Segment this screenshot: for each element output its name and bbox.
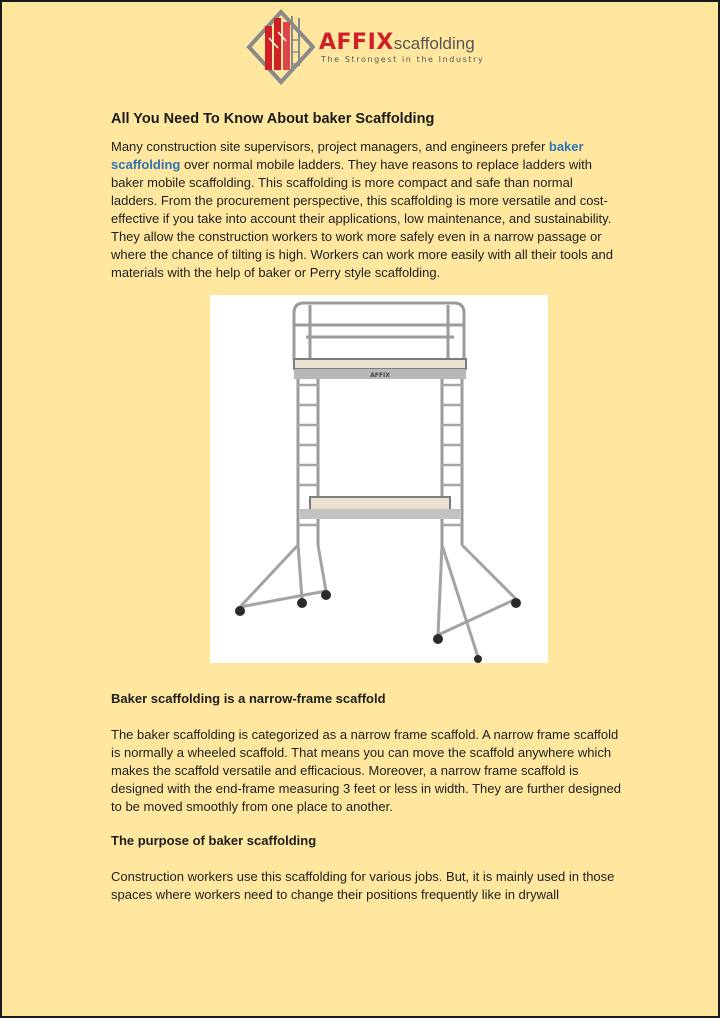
intro-text-start: Many construction site supervisors, project managers, and engineers prefer bbox=[111, 139, 549, 154]
section-purpose bbox=[111, 832, 621, 904]
brand-name-scaffolding: scaffolding bbox=[393, 34, 475, 53]
scaffold-brand-label: AFFIX bbox=[370, 372, 390, 379]
intro-paragraph bbox=[111, 138, 621, 282]
brand-wordmark bbox=[319, 30, 475, 55]
intro-text-end: over normal mobile ladders. They have reasons to replace ladders with baker mobile scaffolding. This scaffolding is more compact and safe than normal ladders. From the procurement perspective, this scaffolding is more versatile and cost-effective if you take into account their applications, low maintenance, and sustainability. They allow the construction workers to work more safely even in a narrow passage or where the chance of tilting is high. Workers can work more easily with all their tools and materials with the help of baker or Perry style scaffolding. bbox=[111, 157, 613, 280]
article-intro bbox=[111, 110, 621, 282]
affix-logo-mark bbox=[245, 8, 315, 86]
affix-logo[interactable] bbox=[245, 8, 485, 86]
baker-scaffold-illustration bbox=[210, 295, 548, 663]
section-heading-purpose: The purpose of baker scaffolding bbox=[111, 833, 317, 848]
section-heading-narrow-frame: Baker scaffolding is a narrow-frame scaffold bbox=[111, 691, 386, 706]
baker-scaffolding-link[interactable]: baker scaffolding bbox=[111, 139, 584, 172]
section-body-purpose: Construction workers use this scaffolding for various jobs. But, it is mainly used in those spaces where workers need to change their positions frequently like in drywall bbox=[111, 869, 615, 902]
scaffold-product-image bbox=[210, 295, 548, 663]
article-title: All You Need To Know About baker Scaffolding bbox=[111, 111, 435, 127]
section-narrow-frame bbox=[111, 690, 621, 816]
brand-tagline: The Strongest in the Industry bbox=[321, 55, 485, 64]
section-body-narrow-frame: The baker scaffolding is categorized as a narrow frame scaffold. A narrow frame scaffold is normally a wheeled scaffold. That means you can move the scaffold anywhere which makes the scaffold versatile and efficacious. Moreover, a narrow frame scaffold is designed with the end-frame measuring 3 feet or less in width. They are further designed to be moved smoothly from one place to another. bbox=[111, 727, 621, 814]
brand-name-affix: AFFIX bbox=[319, 30, 394, 55]
